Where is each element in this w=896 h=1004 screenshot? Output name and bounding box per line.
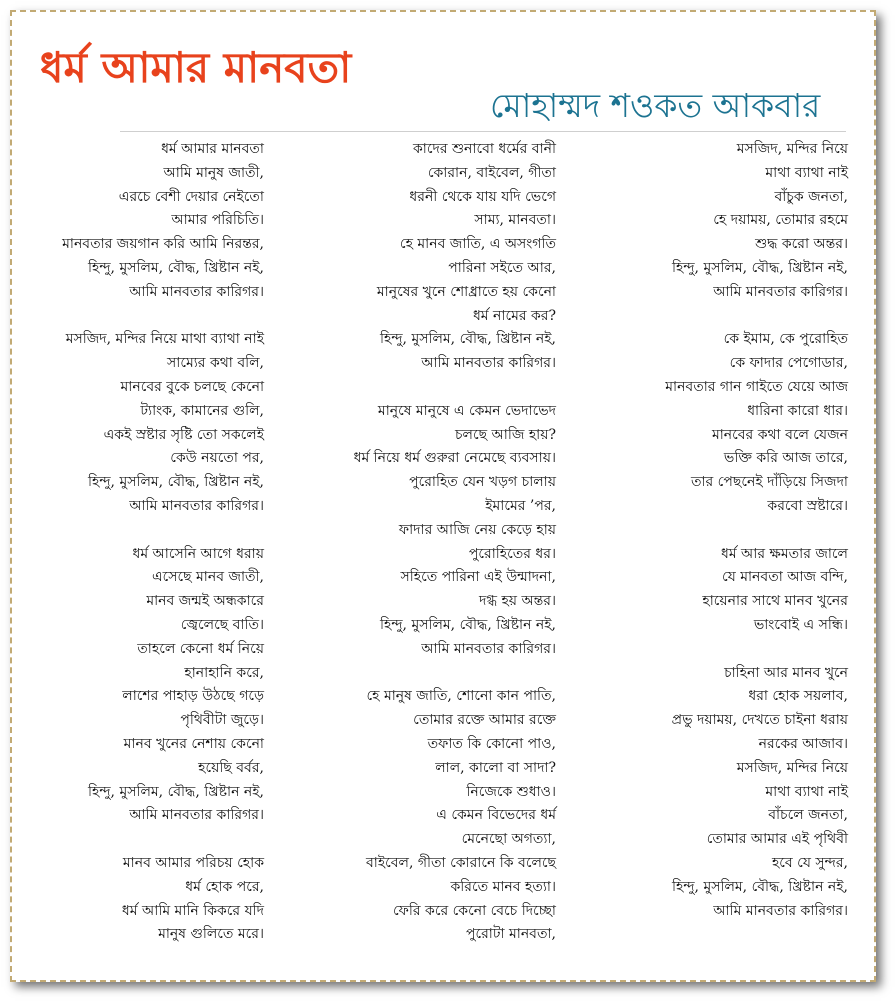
poem-line: একই স্রষ্টার সৃষ্টি তো সকলেই xyxy=(103,426,264,443)
poem-line: সাম্যের কথা বলি, xyxy=(167,355,264,372)
poem-line: লাশের পাহাড় উঠছে গড়ে xyxy=(122,688,264,705)
poem-line: এ কেমন বিভেদের ধর্ম xyxy=(436,807,556,824)
poem-line: হানাহানি করে, xyxy=(184,664,264,681)
poem-line: পুরোহিত যেন খড়গ চালায় xyxy=(409,474,556,491)
poem-line: মানব খুনের নেশায় কেনো xyxy=(123,735,264,752)
poem-column-1 xyxy=(62,138,264,947)
poem-line: হিন্দু, মুসলিম, বৌদ্ধ, খ্রিষ্টান নই, xyxy=(87,783,264,800)
poem-line: ধর্ম নামের কর? xyxy=(472,307,556,324)
poem-line: তোমার রক্তে আমার রক্তে xyxy=(413,712,556,729)
poem-line: আমি মানুষ জাতী, xyxy=(163,164,264,181)
poem-line: হবে যে সুন্দর, xyxy=(771,854,848,871)
poem-line: কেউ নয়তো পর, xyxy=(170,450,264,467)
poem-line: ধর্ম হোক পরে, xyxy=(185,878,264,895)
poem-line: পুরোহিতের ধর। xyxy=(468,545,556,562)
poem-line: চলছে আজি হায়? xyxy=(454,426,556,443)
poem-line: ধারিনা কারো ধার। xyxy=(747,402,848,419)
divider-line xyxy=(120,131,846,132)
poem-line: দগ্ধ হয় অন্তর। xyxy=(479,593,556,610)
poem-line: এসেছে মানব জাতী, xyxy=(151,569,264,586)
poem-line: তার পেছনেই দাঁড়িয়ে সিজদা xyxy=(690,474,848,491)
poem-column-2 xyxy=(354,138,556,947)
poem-line: হে মানব জাতি, এ অসংগতি xyxy=(399,236,556,253)
poem-line: মানুষের খুনে শোধ্রাতে হয় কেনো xyxy=(376,283,556,300)
poem-line: মেনেছো অগত্যা, xyxy=(461,831,556,848)
poem-line: ইমামের ’পর, xyxy=(485,497,556,514)
poem-line: বাঁচুক জনতা, xyxy=(774,188,848,205)
poem-title: ধর্ম আমার মানবতা xyxy=(40,43,352,92)
poem-line: আমি মানবতার কারিগর। xyxy=(421,640,556,657)
poem-line: তাহলে কেনো ধর্ম নিয়ে xyxy=(137,640,264,657)
poem-line: কে ইমাম, কে পুরোহিত xyxy=(723,331,848,348)
poem-line: কাদের শুনাবো ধর্মের বানী xyxy=(413,141,556,157)
poem-line: ফেরি করে কেনো বেচে দিচ্ছো xyxy=(392,902,556,919)
poem-line: আমি মানবতার কারিগর। xyxy=(129,807,264,824)
poem-line: কে ফাদার পেগোডার, xyxy=(729,355,848,372)
poem-line: তফাত কি কোনো পাও, xyxy=(427,735,556,752)
poem-line: মসজিদ, মন্দির নিয়ে xyxy=(736,141,848,157)
poem-line: বাইবেল, গীতা কোরানে কি বলেছে xyxy=(365,854,556,871)
poem-line: মানবের কথা বলে যেজন xyxy=(711,426,848,443)
poem-line: হে মানুষ জাতি, শোনো কান পাতি, xyxy=(366,688,556,705)
poem-line: পারিনা সইতে আর, xyxy=(448,259,556,276)
poem-line: লাল, কালো বা সাদা? xyxy=(435,759,556,776)
stanza-break xyxy=(354,662,556,686)
poem-line: পুরোটা মানবতা, xyxy=(465,926,556,943)
poem-line: করিতে মানব হত্যা। xyxy=(450,878,556,895)
poem-line: মসজিদ, মন্দির নিয়ে মাথা ব্যাথা নাই xyxy=(65,331,264,348)
poem-line: জ্বেলেছে বাতি। xyxy=(180,616,264,633)
poem-line: হিন্দু, মুসলিম, বৌদ্ধ, খ্রিষ্টান নই, xyxy=(379,616,556,633)
poem-line: কোরান, বাইবেল, গীতা xyxy=(427,164,556,181)
poem-line: নরকের আজাব। xyxy=(758,735,848,752)
poem-line: ভক্তি করি আজ তারে, xyxy=(723,450,848,467)
poem-line: তোমার আমার এই পৃথিবী xyxy=(706,831,848,848)
poem-line: করবো স্রষ্টারে। xyxy=(767,497,848,514)
stanza-break xyxy=(665,638,848,662)
poem-line: শুদ্ধ করো অন্তর। xyxy=(755,236,848,253)
poem-line: আমি মানবতার কারিগর। xyxy=(129,283,264,300)
poem-line: ধর্ম আমার মানবতা xyxy=(161,141,264,157)
poem-line: পৃথিবীটা জুড়ে। xyxy=(180,712,264,729)
poem-line: ধর্ম আর ক্ষমতার জালে xyxy=(720,545,848,562)
poem-line: মাথা ব্যাথা নাই xyxy=(765,164,848,181)
poem-line: সাম্য, মানবতা। xyxy=(474,212,556,229)
poem-line: চাহিনা আর মানব খুনে xyxy=(724,664,848,681)
poem-line: হায়েনার সাথে মানব খুনের xyxy=(702,593,848,610)
poem-line: আমি মানবতার কারিগর। xyxy=(421,355,556,372)
poem-line: আমি মানবতার কারিগর। xyxy=(713,902,848,919)
poem-line: মানবতার জয়গান করি আমি নিরন্তর, xyxy=(62,236,264,253)
poem-line: সহিতে পারিনা এই উন্মাদনা, xyxy=(400,569,556,586)
poem-line: মানবের বুকে চলছে কেনো xyxy=(120,378,264,395)
poem-line: আমি মানবতার কারিগর। xyxy=(129,497,264,514)
poem-line: মানুষ গুলিতে মরে। xyxy=(158,926,264,943)
stanza-break xyxy=(62,828,264,852)
poem-line: বাঁচলে জনতা, xyxy=(768,807,848,824)
stanza-break xyxy=(62,305,264,329)
poem-line: নিজেকে শুধাও। xyxy=(466,783,556,800)
poem-line: ফাদার আজি নেয় কেড়ে হায় xyxy=(398,521,556,538)
poem-line: হিন্দু, মুসলিম, বৌদ্ধ, খ্রিষ্টান নই, xyxy=(87,474,264,491)
poem-line: মাথা ব্যাথা নাই xyxy=(765,783,848,800)
poem-line: প্রভু দয়াময়, দেখতে চাইনা ধরায় xyxy=(671,712,848,729)
stanza-break xyxy=(665,305,848,329)
stanza-break xyxy=(354,376,556,400)
poem-line: ট্যাংক, কামানের গুলি, xyxy=(140,402,264,419)
poem-line: ধর্ম আমি মানি কিকরে যদি xyxy=(121,902,264,919)
poem-line: হয়েছি বর্বর, xyxy=(198,759,264,776)
stanza-break xyxy=(62,519,264,543)
poem-line: যে মানবতা আজ বন্দি, xyxy=(722,569,848,586)
poem-line: মানুষে মানুষে এ কেমন ভেদাভেদ xyxy=(377,402,556,419)
poem-line: ভাংবোই এ সন্ধি। xyxy=(753,616,848,633)
poem-line: হিন্দু, মুসলিম, বৌদ্ধ, খ্রিষ্টান নই, xyxy=(87,259,264,276)
poem-line: মানব আমার পরিচয় হোক xyxy=(122,854,264,871)
poem-line: হে দয়াময়, তোমার রহমে xyxy=(713,212,848,229)
poem-line: হিন্দু, মুসলিম, বৌদ্ধ, খ্রিষ্টান নই, xyxy=(671,878,848,895)
poem-line: ধরনী থেকে যায় যদি ভেগে xyxy=(409,188,556,205)
poem-line: ধর্ম আসেনি আগে ধরায় xyxy=(132,545,264,562)
stanza-break xyxy=(665,519,848,543)
poem-line: হিন্দু, মুসলিম, বৌদ্ধ, খ্রিষ্টান নই, xyxy=(379,331,556,348)
poem-line: মানব জন্মই অন্ধকারে xyxy=(146,593,264,610)
poem-line: আমি মানবতার কারিগর। xyxy=(713,283,848,300)
poem-line: ধর্ম নিয়ে ধর্ম গুরুরা নেমেছে ব্যবসায়। xyxy=(353,450,556,467)
poem-column-3 xyxy=(665,138,848,923)
poem-line: ধরা হোক সয়লাব, xyxy=(748,688,848,705)
poem-line: মানবতার গান গাইতে যেয়ে আজ xyxy=(665,378,848,395)
poem-line: এরচে বেশী দেয়ার নেইতো xyxy=(118,188,264,205)
poem-line: হিন্দু, মুসলিম, বৌদ্ধ, খ্রিষ্টান নই, xyxy=(671,259,848,276)
author-name: মোহাম্মদ শওকত আকবার xyxy=(490,86,821,125)
poem-line: আমার পরিচিতি। xyxy=(171,212,264,229)
poem-line: মসজিদ, মন্দির নিয়ে xyxy=(736,759,848,776)
